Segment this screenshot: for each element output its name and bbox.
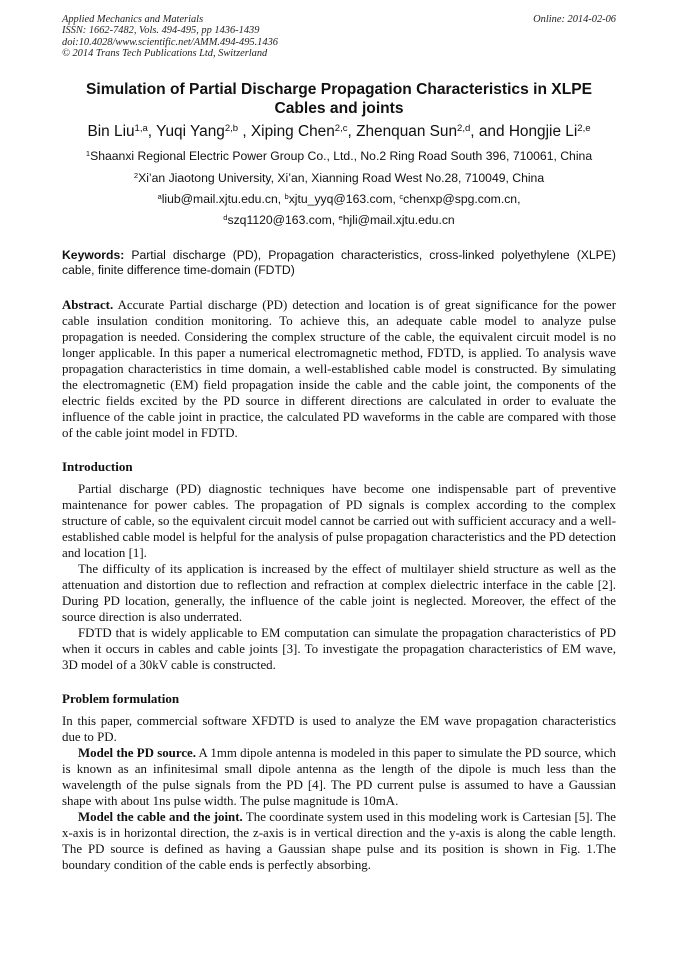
introduction-body (62, 481, 616, 673)
email-address: szq1120@163.com, (227, 213, 339, 227)
author-separator: , (347, 123, 357, 140)
keywords-label: Keywords: (62, 248, 125, 262)
author-affiliation-marker: 1,a (134, 122, 148, 134)
abstract (62, 297, 616, 441)
author-affiliation-marker: 2,c (334, 122, 348, 134)
affiliation-1 (62, 149, 616, 164)
email-marker: c (399, 191, 404, 201)
doi-line: doi:10.4028/www.scientific.net/AMM.494-495.1436 (62, 36, 278, 48)
problem-formulation-body (62, 713, 616, 873)
author-name: Bin Liu (87, 123, 135, 140)
paragraph: FDTD that is widely applicable to EM computation can simulate the propagation characteristics of PD when it occurs in cables and cable joints [3]. To investigate the propagation characteristics of EM wave, 3D model of a 30kV cable is constructed. (62, 626, 616, 672)
author-name: Hongjie Li (508, 123, 578, 140)
paragraph-text: The coordinate system used in this modeling work is Cartesian [5]. The x-axis is in horizontal direction, the z-axis is in vertical direction and the y-axis is along the cable length. The PD source is defined as having a Gaussian shape pulse and its position is shown in Fig. 1.The boundary condition of the cable ends is perfectly absorbing. (62, 810, 616, 872)
author-separator: , (238, 123, 251, 140)
journal-name: Applied Mechanics and Materials (62, 14, 204, 25)
email-address: liub@mail.xjtu.edu.cn, (161, 192, 285, 206)
keywords (62, 248, 616, 278)
author-list (62, 122, 616, 142)
email-line-1 (62, 192, 616, 207)
section-heading-introduction: Introduction (62, 459, 133, 474)
author-affiliation-marker: 2,e (577, 122, 591, 134)
email-address: xjtu_yyq@163.com, (288, 192, 400, 206)
copyright-line: © 2014 Trans Tech Publications Ltd, Switzerland (62, 47, 268, 59)
email-marker: a (157, 191, 162, 201)
author-separator: , (147, 123, 157, 140)
section-heading-problem-formulation: Problem formulation (62, 691, 180, 706)
issn-line: ISSN: 1662-7482, Vols. 494-495, pp 1436-1439 (62, 25, 260, 37)
paragraph: Partial discharge (PD) diagnostic techniques have become one indispensable part of preventive maintenance for power cables. The propagation of PD signals is complex according to the complex structure of cable, so the equivalent circuit model cannot be carried out with sufficient accuracy and a well-established cable model is helpful for the analysis of pulse propagation characteristics and the PD detection and location [1]. (62, 482, 616, 560)
author-affiliation-marker: 2,d (457, 122, 471, 134)
email-address: chenxp@spg.com.cn, (403, 192, 521, 206)
email-marker: d (223, 212, 228, 222)
abstract-text: Accurate Partial discharge (PD) detection and location is of great significance for the power cable insulation condition monitoring. To achieve this, an adequate cable model to analyze pulse propagation is needed. Considering the complex structure of the cable, the equivalent circuit model is no longer applicable. In this paper a numerical electromagnetic method, FDTD, is applied. To analysis wave propagation characteristics in time domain, a well-established cable model is constructed. By simulating the electromagnetic (EM) field propagation inside the cable and the cable joint, the components of the electric fields excited by the PD source in different directions are calculated in order to evaluate the influence of the cable joint in practice, the calculated PD waveforms in the cable are compared with those of the cable joint model in FDTD. (62, 298, 616, 440)
author-name: Yuqi Yang (156, 123, 225, 140)
paragraph (62, 745, 616, 809)
paragraph (62, 809, 616, 873)
email-line-2 (62, 213, 616, 228)
affiliation-marker: 1 (85, 148, 91, 158)
author-name: Zhenquan Sun (356, 123, 458, 140)
author-name: Xiping Chen (250, 123, 335, 140)
email-address: hjli@mail.xjtu.edu.cn (342, 213, 455, 227)
author-separator: , and (470, 123, 509, 140)
affiliation-marker: 2 (133, 170, 139, 180)
online-date: Online: 2014-02-06 (533, 14, 616, 25)
paragraph: In this paper, commercial software XFDTD is used to analyze the EM wave propagation characteristics due to PD. (62, 714, 616, 744)
email-marker: e (338, 212, 343, 222)
paragraph-text: A 1mm dipole antenna is modeled in this paper to simulate the PD source, which is known as an infinitesimal small dipole antenna as the length of the dipole is much less than the wavelength of the pulse signals from the PD [4]. The PD current pulse is assumed to have a Gaussian shape with about 1ns pulse width. The pulse magnitude is 10mA. (62, 746, 617, 808)
paper-title: Simulation of Partial Discharge Propagation Characteristics in XLPE Cables and joints (85, 81, 593, 117)
author-affiliation-marker: 2,b (224, 122, 239, 134)
email-marker: b (284, 191, 289, 201)
affiliation-text: Shaanxi Regional Electric Power Group Co., Ltd., No.2 Ring Road South 396, 710061, China (90, 149, 593, 163)
journal-header (62, 14, 616, 59)
run-in-heading: Model the cable and the joint. (78, 810, 243, 824)
run-in-heading: Model the PD source. (78, 746, 196, 760)
keywords-text: Partial discharge (PD), Propagation characteristics, cross-linked polyethylene (XLPE) cable, finite difference time-domain (FDTD) (62, 248, 616, 277)
affiliation-2 (62, 171, 616, 186)
affiliation-text: Xi’an Jiaotong University, Xi’an, Xianning Road West No.28, 710049, China (138, 171, 545, 185)
abstract-label: Abstract. (62, 298, 114, 312)
paragraph: The difficulty of its application is increased by the effect of multilayer shield structure as well as the attenuation and distortion due to reflection and refraction at complex dielectric interface in the cable [2]. During PD location, generally, the influence of the cable joint is neglected. Moreover, the effect of the source direction is also underrated. (62, 562, 616, 624)
